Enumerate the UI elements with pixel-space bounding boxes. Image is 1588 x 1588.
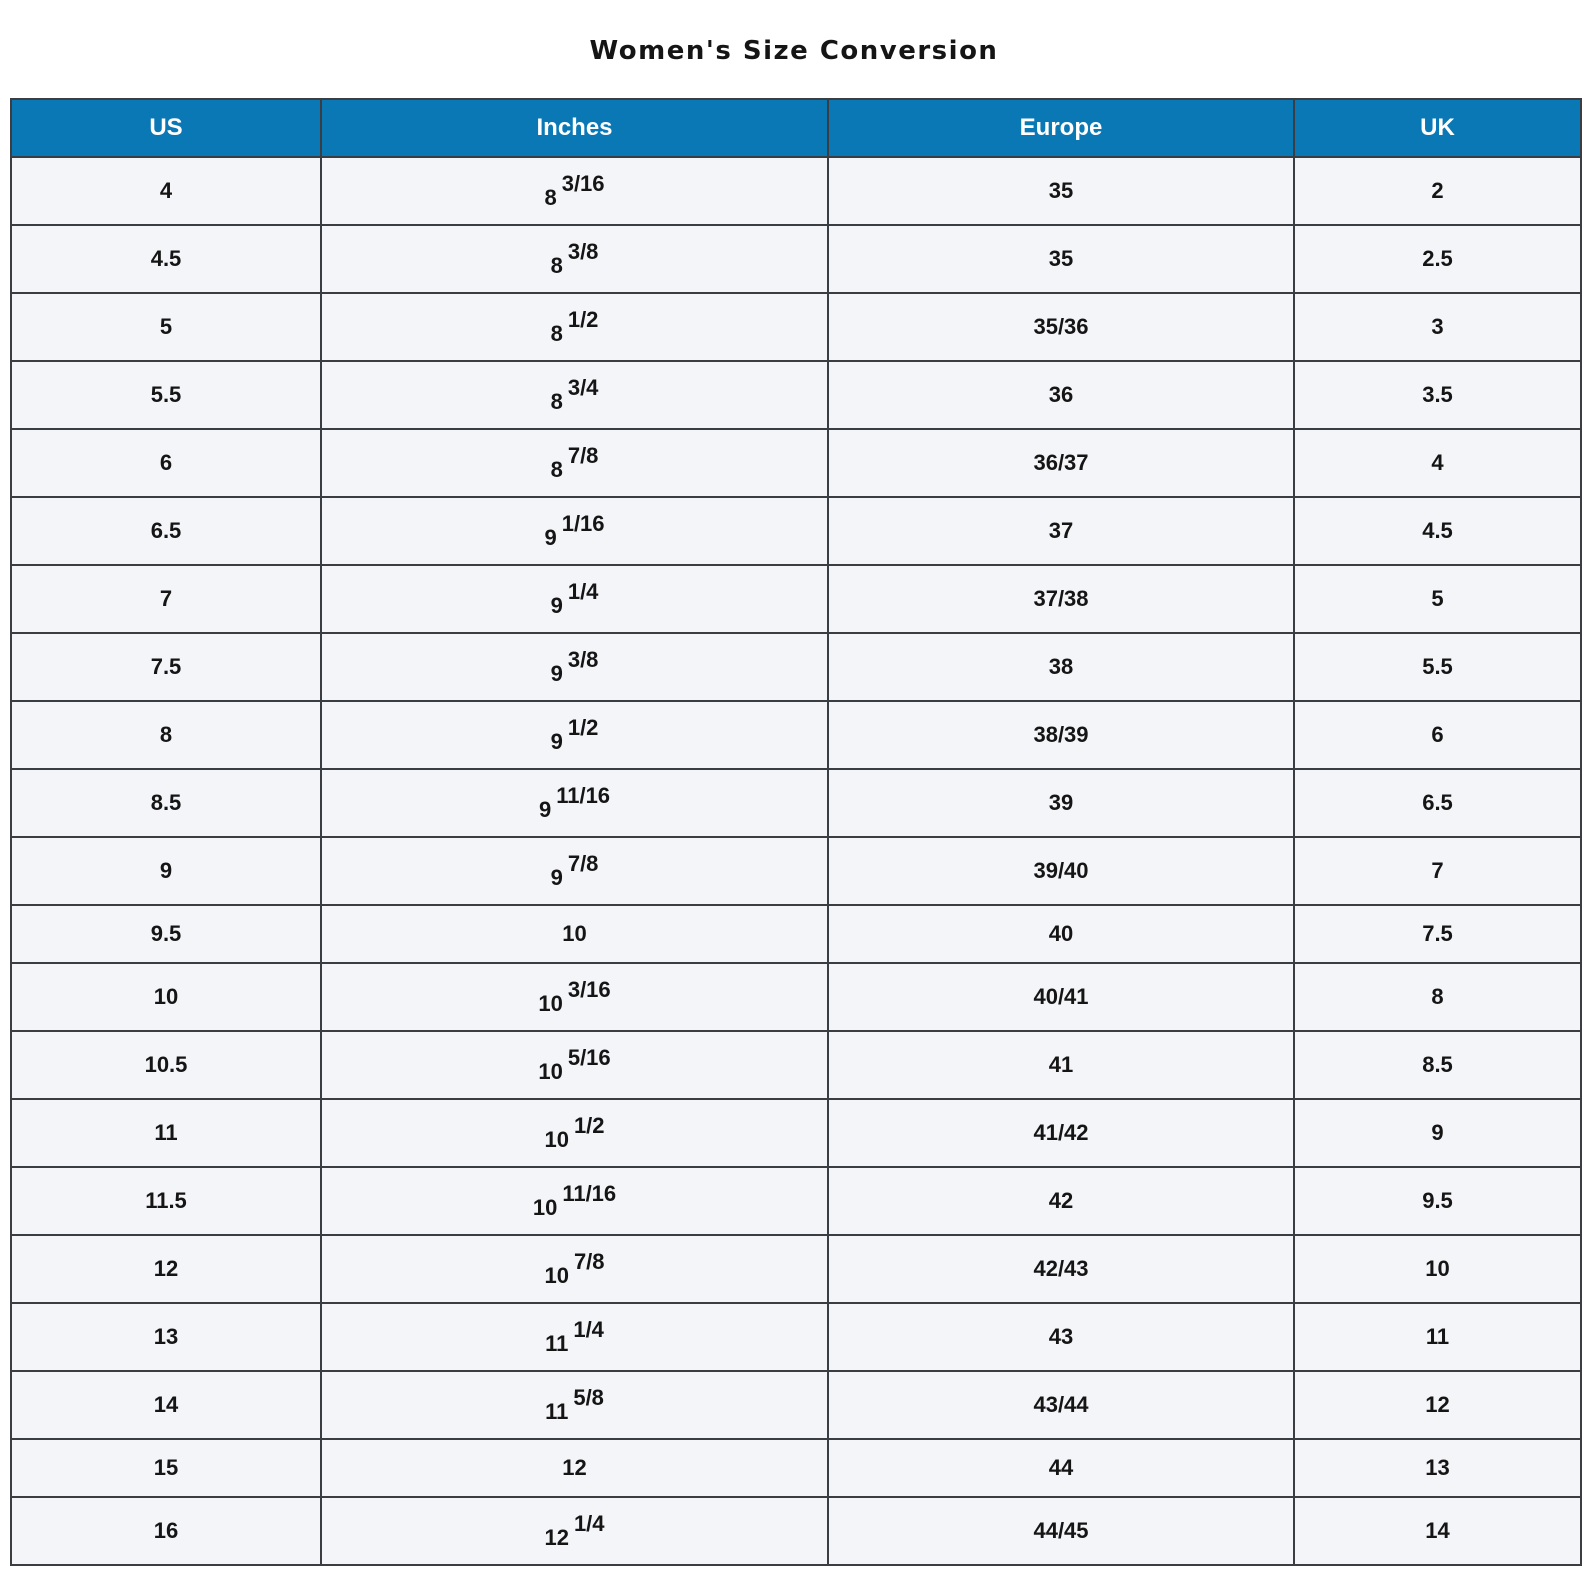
inches-fraction: 5/8 bbox=[573, 1385, 604, 1410]
inches-whole: 8 bbox=[550, 457, 563, 482]
us-size-cell: 16 bbox=[11, 1497, 321, 1565]
inches-whole: 10 bbox=[538, 991, 563, 1016]
europe-size-cell: 38/39 bbox=[828, 701, 1294, 769]
inches-fraction: 1/4 bbox=[573, 1511, 605, 1536]
inches-fraction: 3/8 bbox=[567, 239, 599, 264]
inches-fraction: 7/8 bbox=[567, 851, 599, 876]
inches-cell bbox=[321, 361, 828, 429]
inches-fraction: 3/16 bbox=[561, 171, 605, 196]
europe-size-cell: 37/38 bbox=[828, 565, 1294, 633]
size-conversion-table bbox=[10, 98, 1582, 1566]
us-size-cell: 9.5 bbox=[11, 905, 321, 963]
column-header-europe: Europe bbox=[828, 99, 1294, 157]
us-size-cell: 14 bbox=[11, 1371, 321, 1439]
inches-cell bbox=[321, 1303, 828, 1371]
inches-cell bbox=[321, 1099, 828, 1167]
inches-whole: 11 bbox=[545, 1331, 569, 1356]
uk-size-cell: 3 bbox=[1294, 293, 1581, 361]
inches-fraction: 1/16 bbox=[561, 511, 605, 536]
table-row bbox=[11, 497, 1581, 565]
inches-fraction: 1/2 bbox=[573, 1113, 605, 1138]
us-size-cell: 10.5 bbox=[11, 1031, 321, 1099]
inches-fraction: 3/4 bbox=[567, 375, 599, 400]
table-row bbox=[11, 701, 1581, 769]
us-size-cell: 5.5 bbox=[11, 361, 321, 429]
table-row bbox=[11, 837, 1581, 905]
page-title: Women's Size Conversion bbox=[589, 36, 999, 66]
europe-size-cell: 36/37 bbox=[828, 429, 1294, 497]
inches-whole: 10 bbox=[538, 1059, 563, 1084]
us-size-cell: 6.5 bbox=[11, 497, 321, 565]
inches-cell bbox=[321, 1167, 828, 1235]
us-size-cell: 13 bbox=[11, 1303, 321, 1371]
inches-whole: 9 bbox=[538, 797, 552, 822]
table-row bbox=[11, 1439, 1581, 1497]
inches-cell bbox=[321, 565, 828, 633]
header-row bbox=[11, 99, 1581, 157]
column-header-inches: Inches bbox=[321, 99, 828, 157]
inches-cell bbox=[321, 157, 828, 225]
us-size-cell: 11.5 bbox=[11, 1167, 321, 1235]
europe-size-cell: 41 bbox=[828, 1031, 1294, 1099]
uk-size-cell: 9 bbox=[1294, 1099, 1581, 1167]
inches-cell bbox=[321, 633, 828, 701]
europe-size-cell: 35 bbox=[828, 157, 1294, 225]
europe-size-cell: 39/40 bbox=[828, 837, 1294, 905]
inches-fraction: 7/8 bbox=[573, 1249, 605, 1274]
table-row bbox=[11, 905, 1581, 963]
uk-size-cell: 8 bbox=[1294, 963, 1581, 1031]
inches-cell bbox=[321, 905, 828, 963]
uk-size-cell: 12 bbox=[1294, 1371, 1581, 1439]
table-row bbox=[11, 157, 1581, 225]
table-row bbox=[11, 1303, 1581, 1371]
us-size-cell: 8 bbox=[11, 701, 321, 769]
inches-fraction: 1/2 bbox=[567, 307, 599, 332]
us-size-cell: 6 bbox=[11, 429, 321, 497]
inches-whole: 10 bbox=[562, 921, 587, 946]
europe-size-cell: 42/43 bbox=[828, 1235, 1294, 1303]
table-row bbox=[11, 1031, 1581, 1099]
inches-cell bbox=[321, 769, 828, 837]
us-size-cell: 12 bbox=[11, 1235, 321, 1303]
uk-size-cell: 7.5 bbox=[1294, 905, 1581, 963]
uk-size-cell: 13 bbox=[1294, 1439, 1581, 1497]
table-row bbox=[11, 1167, 1581, 1235]
inches-fraction: 7/8 bbox=[567, 443, 599, 468]
inches-cell bbox=[321, 429, 828, 497]
inches-cell bbox=[321, 1371, 828, 1439]
uk-size-cell: 8.5 bbox=[1294, 1031, 1581, 1099]
inches-whole: 9 bbox=[550, 661, 563, 686]
inches-cell bbox=[321, 225, 828, 293]
uk-size-cell: 14 bbox=[1294, 1497, 1581, 1565]
uk-size-cell: 5.5 bbox=[1294, 633, 1581, 701]
inches-whole: 9 bbox=[544, 525, 557, 550]
inches-whole: 8 bbox=[550, 389, 563, 414]
inches-fraction: 3/16 bbox=[567, 977, 611, 1002]
inches-cell bbox=[321, 701, 828, 769]
inches-whole: 8 bbox=[550, 321, 563, 346]
uk-size-cell: 7 bbox=[1294, 837, 1581, 905]
us-size-cell: 10 bbox=[11, 963, 321, 1031]
table-row bbox=[11, 429, 1581, 497]
table-row bbox=[11, 1497, 1581, 1565]
europe-size-cell: 43 bbox=[828, 1303, 1294, 1371]
inches-fraction: 11/16 bbox=[562, 1181, 617, 1206]
europe-size-cell: 35 bbox=[828, 225, 1294, 293]
table-row bbox=[11, 293, 1581, 361]
inches-whole: 12 bbox=[544, 1525, 569, 1550]
europe-size-cell: 42 bbox=[828, 1167, 1294, 1235]
us-size-cell: 11 bbox=[11, 1099, 321, 1167]
inches-cell bbox=[321, 1031, 828, 1099]
inches-whole: 10 bbox=[532, 1195, 558, 1220]
inches-whole: 8 bbox=[544, 185, 557, 210]
table-row bbox=[11, 633, 1581, 701]
table-row bbox=[11, 769, 1581, 837]
europe-size-cell: 40/41 bbox=[828, 963, 1294, 1031]
inches-cell bbox=[321, 1439, 828, 1497]
uk-size-cell: 9.5 bbox=[1294, 1167, 1581, 1235]
inches-cell bbox=[321, 1235, 828, 1303]
inches-whole: 8 bbox=[550, 253, 563, 278]
uk-size-cell: 3.5 bbox=[1294, 361, 1581, 429]
inches-fraction: 11/16 bbox=[556, 783, 611, 808]
column-header-us: US bbox=[11, 99, 321, 157]
inches-whole: 12 bbox=[562, 1455, 587, 1480]
europe-size-cell: 41/42 bbox=[828, 1099, 1294, 1167]
us-size-cell: 9 bbox=[11, 837, 321, 905]
europe-size-cell: 38 bbox=[828, 633, 1294, 701]
table-row bbox=[11, 1235, 1581, 1303]
inches-cell bbox=[321, 293, 828, 361]
table-row bbox=[11, 565, 1581, 633]
europe-size-cell: 43/44 bbox=[828, 1371, 1294, 1439]
europe-size-cell: 37 bbox=[828, 497, 1294, 565]
inches-fraction: 5/16 bbox=[567, 1045, 611, 1070]
uk-size-cell: 6.5 bbox=[1294, 769, 1581, 837]
uk-size-cell: 2 bbox=[1294, 157, 1581, 225]
uk-size-cell: 5 bbox=[1294, 565, 1581, 633]
uk-size-cell: 6 bbox=[1294, 701, 1581, 769]
table-row bbox=[11, 1099, 1581, 1167]
inches-fraction: 3/8 bbox=[567, 647, 599, 672]
uk-size-cell: 4 bbox=[1294, 429, 1581, 497]
us-size-cell: 5 bbox=[11, 293, 321, 361]
table-row bbox=[11, 963, 1581, 1031]
us-size-cell: 7 bbox=[11, 565, 321, 633]
inches-whole: 9 bbox=[550, 729, 563, 754]
inches-whole: 10 bbox=[544, 1263, 569, 1288]
inches-whole: 9 bbox=[550, 865, 563, 890]
uk-size-cell: 11 bbox=[1294, 1303, 1581, 1371]
table-row bbox=[11, 361, 1581, 429]
inches-cell bbox=[321, 1497, 828, 1565]
europe-size-cell: 35/36 bbox=[828, 293, 1294, 361]
inches-fraction: 1/4 bbox=[573, 1317, 604, 1342]
europe-size-cell: 44/45 bbox=[828, 1497, 1294, 1565]
column-header-uk: UK bbox=[1294, 99, 1581, 157]
us-size-cell: 8.5 bbox=[11, 769, 321, 837]
us-size-cell: 4.5 bbox=[11, 225, 321, 293]
table-row bbox=[11, 1371, 1581, 1439]
uk-size-cell: 2.5 bbox=[1294, 225, 1581, 293]
inches-cell bbox=[321, 963, 828, 1031]
inches-cell bbox=[321, 837, 828, 905]
inches-whole: 9 bbox=[550, 593, 563, 618]
inches-fraction: 1/4 bbox=[567, 579, 599, 604]
europe-size-cell: 44 bbox=[828, 1439, 1294, 1497]
uk-size-cell: 10 bbox=[1294, 1235, 1581, 1303]
inches-cell bbox=[321, 497, 828, 565]
europe-size-cell: 39 bbox=[828, 769, 1294, 837]
inches-fraction: 1/2 bbox=[567, 715, 599, 740]
inches-whole: 10 bbox=[544, 1127, 569, 1152]
us-size-cell: 4 bbox=[11, 157, 321, 225]
europe-size-cell: 36 bbox=[828, 361, 1294, 429]
table-row bbox=[11, 225, 1581, 293]
uk-size-cell: 4.5 bbox=[1294, 497, 1581, 565]
us-size-cell: 7.5 bbox=[11, 633, 321, 701]
us-size-cell: 15 bbox=[11, 1439, 321, 1497]
europe-size-cell: 40 bbox=[828, 905, 1294, 963]
inches-whole: 11 bbox=[545, 1399, 569, 1424]
